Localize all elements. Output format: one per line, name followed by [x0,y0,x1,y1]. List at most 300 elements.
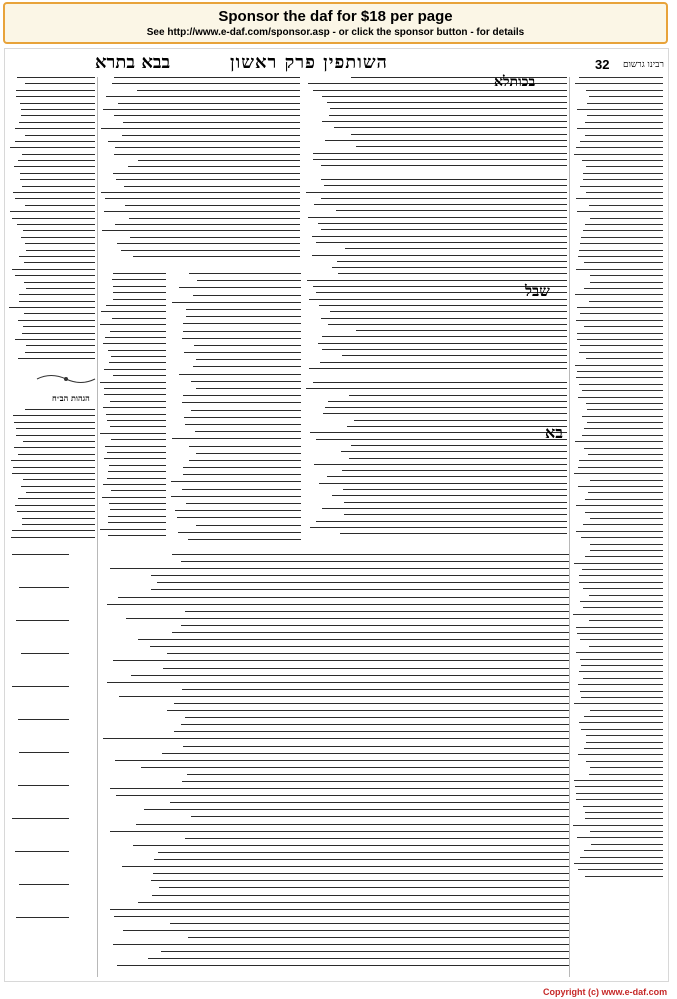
text-line [107,604,570,605]
text-line [16,620,69,621]
text-line [313,159,567,160]
text-line [577,333,663,334]
text-line [104,211,300,212]
text-line [25,243,95,244]
text-line [105,198,300,199]
text-line [582,416,663,417]
text-line [151,880,570,881]
text-line [18,719,69,720]
text-line [108,141,300,142]
text-line [101,311,166,312]
text-line [589,96,663,97]
text-line [579,575,663,576]
text-line [26,250,95,251]
text-line [171,481,301,482]
text-line [342,355,567,356]
text-line [21,115,95,116]
text-line [586,735,663,736]
text-line [586,358,663,359]
text-line [587,422,663,423]
sponsor-title[interactable]: Sponsor the daf for $18 per page [218,8,453,25]
text-line [22,186,95,187]
text-line [196,388,301,389]
text-line [153,873,570,874]
text-line [104,458,166,459]
text-line [110,509,166,510]
text-line [577,307,663,308]
text-line [15,198,95,199]
text-line [312,236,567,237]
text-line [580,857,663,858]
text-line [102,497,166,498]
commentary-left-top [100,77,300,267]
text-line [574,473,663,474]
text-line [16,428,95,429]
text-line [578,397,663,398]
text-line [581,729,663,730]
text-line [182,689,570,690]
text-line [124,186,300,187]
text-line [117,243,300,244]
text-line [24,282,95,283]
text-line [17,224,95,225]
text-line [11,460,95,461]
text-line [584,748,663,749]
text-line [188,937,570,938]
text-line [108,516,166,517]
text-line [184,352,301,353]
text-line [195,431,301,432]
text-line [586,742,663,743]
text-line [342,470,567,471]
text-line [322,336,567,337]
text-line [14,422,95,423]
text-line [18,358,95,359]
text-line [580,691,663,692]
text-line [580,659,663,660]
text-line [19,587,69,588]
text-line [26,492,95,493]
text-line [576,627,663,628]
daf-opening-word: בא [545,423,563,442]
text-line [577,837,663,838]
text-line [321,165,567,166]
text-line [125,205,300,206]
text-line [586,403,663,404]
text-line [577,109,663,110]
text-line [189,446,301,447]
text-line [344,514,567,515]
text-line [25,135,95,136]
text-line [319,305,567,306]
text-line [337,261,567,262]
text-line [107,682,570,683]
text-line [196,359,301,360]
rashi-header: רבינו גרשום [623,60,664,70]
text-line [25,352,95,353]
text-line [583,230,663,231]
text-line [25,205,95,206]
text-line [129,218,300,219]
text-line [24,262,95,263]
text-line [175,510,301,511]
text-line [22,518,95,519]
text-line [102,230,300,231]
text-line [584,850,663,851]
text-line [22,333,95,334]
text-line [110,331,166,332]
text-line [17,511,95,512]
text-line [117,965,570,966]
text-line [583,607,663,608]
text-line [590,767,663,768]
text-line [22,154,95,155]
text-line [306,388,567,389]
text-line [26,288,95,289]
text-line [20,173,95,174]
text-line [580,639,663,640]
text-line [172,554,570,555]
text-line [325,407,567,408]
text-line [18,785,69,786]
text-line [21,109,95,110]
text-line [345,248,567,249]
text-line [327,102,567,103]
text-line [186,309,301,310]
text-line [580,243,663,244]
text-line [584,716,663,717]
text-line [582,435,663,436]
text-line [583,678,663,679]
text-line [22,524,95,525]
text-line [584,428,663,429]
text-line [589,646,663,647]
text-line [575,83,663,84]
text-line [100,433,166,434]
text-line [583,806,663,807]
text-line [138,639,570,640]
text-line [344,502,567,503]
text-line [188,539,301,540]
text-line [576,793,663,794]
copyright-link[interactable]: Copyright (c) www.e-daf.com [543,987,668,997]
text-line [585,122,663,123]
text-line [323,413,567,414]
text-line [576,505,663,506]
sponsor-banner[interactable] [3,2,668,44]
text-line [356,146,567,147]
text-line [582,160,663,161]
text-line [182,402,301,403]
text-line [23,479,95,480]
text-line [113,173,300,174]
column-divider [569,77,570,977]
text-line [103,109,300,110]
text-line [186,316,301,317]
text-line [322,96,567,97]
text-line [15,505,95,506]
text-line [108,535,166,536]
text-line [118,103,300,104]
text-line [141,767,570,768]
text-line [356,330,567,331]
text-line [585,876,663,877]
text-line [103,343,166,344]
text-line [105,337,166,338]
text-line [126,618,570,619]
text-line [151,575,570,576]
text-line [191,410,301,411]
text-line [119,696,570,697]
text-line [183,467,301,468]
text-line [590,218,663,219]
text-line [123,122,300,123]
text-line [174,703,570,704]
text-line [324,185,567,186]
text-line [321,318,567,319]
text-line [580,141,663,142]
text-line [158,852,570,853]
text-line [18,498,95,499]
text-line [328,401,567,402]
text-line [586,192,663,193]
text-line [318,223,567,224]
text-line [584,448,663,449]
text-line [12,686,69,687]
text-line [349,395,567,396]
text-line [338,273,567,274]
text-line [182,781,570,782]
text-line [575,441,663,442]
text-line [186,503,301,504]
text-line [588,492,663,493]
text-line [580,186,663,187]
text-line [13,192,95,193]
text-line [104,394,166,395]
text-line [332,495,567,496]
text-line [576,531,663,532]
text-line [321,229,567,230]
text-line [106,414,166,415]
text-line [183,746,570,747]
gemara-lower [100,554,570,974]
text-line [589,774,663,775]
text-line [341,451,567,452]
text-line [578,869,663,870]
sponsor-subtitle[interactable]: See http://www.e-daf.com/sponsor.asp - or click the sponsor button - for details [146,27,525,38]
text-line [578,486,663,487]
column-divider-left [97,77,98,977]
text-line [585,818,663,819]
text-line [159,887,570,888]
text-line [579,460,663,461]
text-line [111,439,166,440]
text-line [12,473,95,474]
text-line [586,90,663,91]
text-line [330,108,567,109]
text-line [181,625,570,626]
text-line [589,620,663,621]
text-line [307,280,567,281]
text-line [332,267,567,268]
text-line [583,524,663,525]
text-line [101,192,300,193]
text-line [322,508,567,509]
hagahot-label: הגהות הב״ח [52,393,90,403]
margin-notes-left [9,77,95,367]
text-line [578,684,663,685]
text-line [576,198,663,199]
text-line [106,305,166,306]
text-line [12,554,69,555]
text-line [194,345,301,346]
text-line [122,135,300,136]
text-line [131,675,570,676]
text-line [12,530,95,531]
text-line [587,103,663,104]
text-line [16,96,95,97]
text-line [349,458,567,459]
text-line [351,134,567,135]
text-line [172,632,570,633]
text-line [130,237,300,238]
text-line [586,761,663,762]
text-line [12,818,69,819]
text-line [114,916,570,917]
text-line [183,331,301,332]
text-line [110,401,166,402]
text-line [19,256,95,257]
text-line [172,302,301,303]
text-line [19,884,69,885]
text-line [15,128,95,129]
cross-reference-column [9,554,69,964]
text-line [590,710,663,711]
text-line [309,368,567,369]
text-line [113,944,570,945]
text-line [310,527,567,528]
text-line [343,489,567,490]
text-line [21,486,95,487]
text-line [579,250,663,251]
text-line [589,595,663,596]
text-line [577,339,663,340]
text-line [313,153,567,154]
text-line [182,489,301,490]
text-line [334,127,567,128]
text-line [581,697,663,698]
text-line [312,255,567,256]
text-line [590,550,663,551]
text-line [113,292,166,293]
text-line [589,301,663,302]
text-line [320,362,567,363]
text-line [347,426,567,427]
text-line [18,454,95,455]
text-line [585,499,663,500]
text-line [15,141,95,142]
text-line [16,917,69,918]
text-line [581,665,663,666]
text-line [316,521,567,522]
text-line [177,517,301,518]
tractate-title: בבא בתרא [95,52,171,73]
text-line [590,282,663,283]
text-line [581,537,663,538]
text-line [122,866,570,867]
text-line [183,395,301,396]
text-line [573,825,663,826]
text-line [179,287,301,288]
text-line [575,365,663,366]
text-line [111,356,166,357]
text-line [19,752,69,753]
text-line [110,426,166,427]
rashi-column [573,77,663,895]
text-line [21,237,95,238]
hagahot-notes [9,409,95,544]
text-line [118,597,570,598]
text-line [110,909,570,910]
text-line [14,447,95,448]
text-line [322,349,567,350]
text-line [590,831,663,832]
text-line [137,90,300,91]
text-line [191,816,570,817]
text-line [174,731,570,732]
text-line [330,311,567,312]
text-line [20,179,95,180]
text-line [580,345,663,346]
text-line [113,299,166,300]
text-line [586,166,663,167]
text-line [193,295,301,296]
text-line [579,352,663,353]
text-line [306,192,567,193]
text-line [189,460,301,461]
text-line [354,420,567,421]
text-line [167,653,570,654]
text-line [183,474,301,475]
text-line [19,122,95,123]
text-line [319,483,567,484]
text-line [591,844,663,845]
text-line [310,432,567,433]
text-line [16,435,95,436]
text-line [185,424,301,425]
text-line [10,211,95,212]
text-line [187,774,570,775]
text-line [329,115,567,116]
text-line [583,588,663,589]
text-line [161,951,570,952]
sidebar-opening-word: שבל [525,282,550,300]
text-line [576,377,663,378]
text-line [589,205,663,206]
text-line [189,273,301,274]
text-line [183,323,301,324]
text-line [100,324,166,325]
text-line [574,703,663,704]
text-line [575,294,663,295]
text-line [590,480,663,481]
commentary-block-right [305,77,567,175]
text-line [587,409,663,410]
mishna-opening-word: בכותלא [494,74,536,90]
text-line [144,809,570,810]
text-line [577,371,663,372]
text-line [19,294,95,295]
